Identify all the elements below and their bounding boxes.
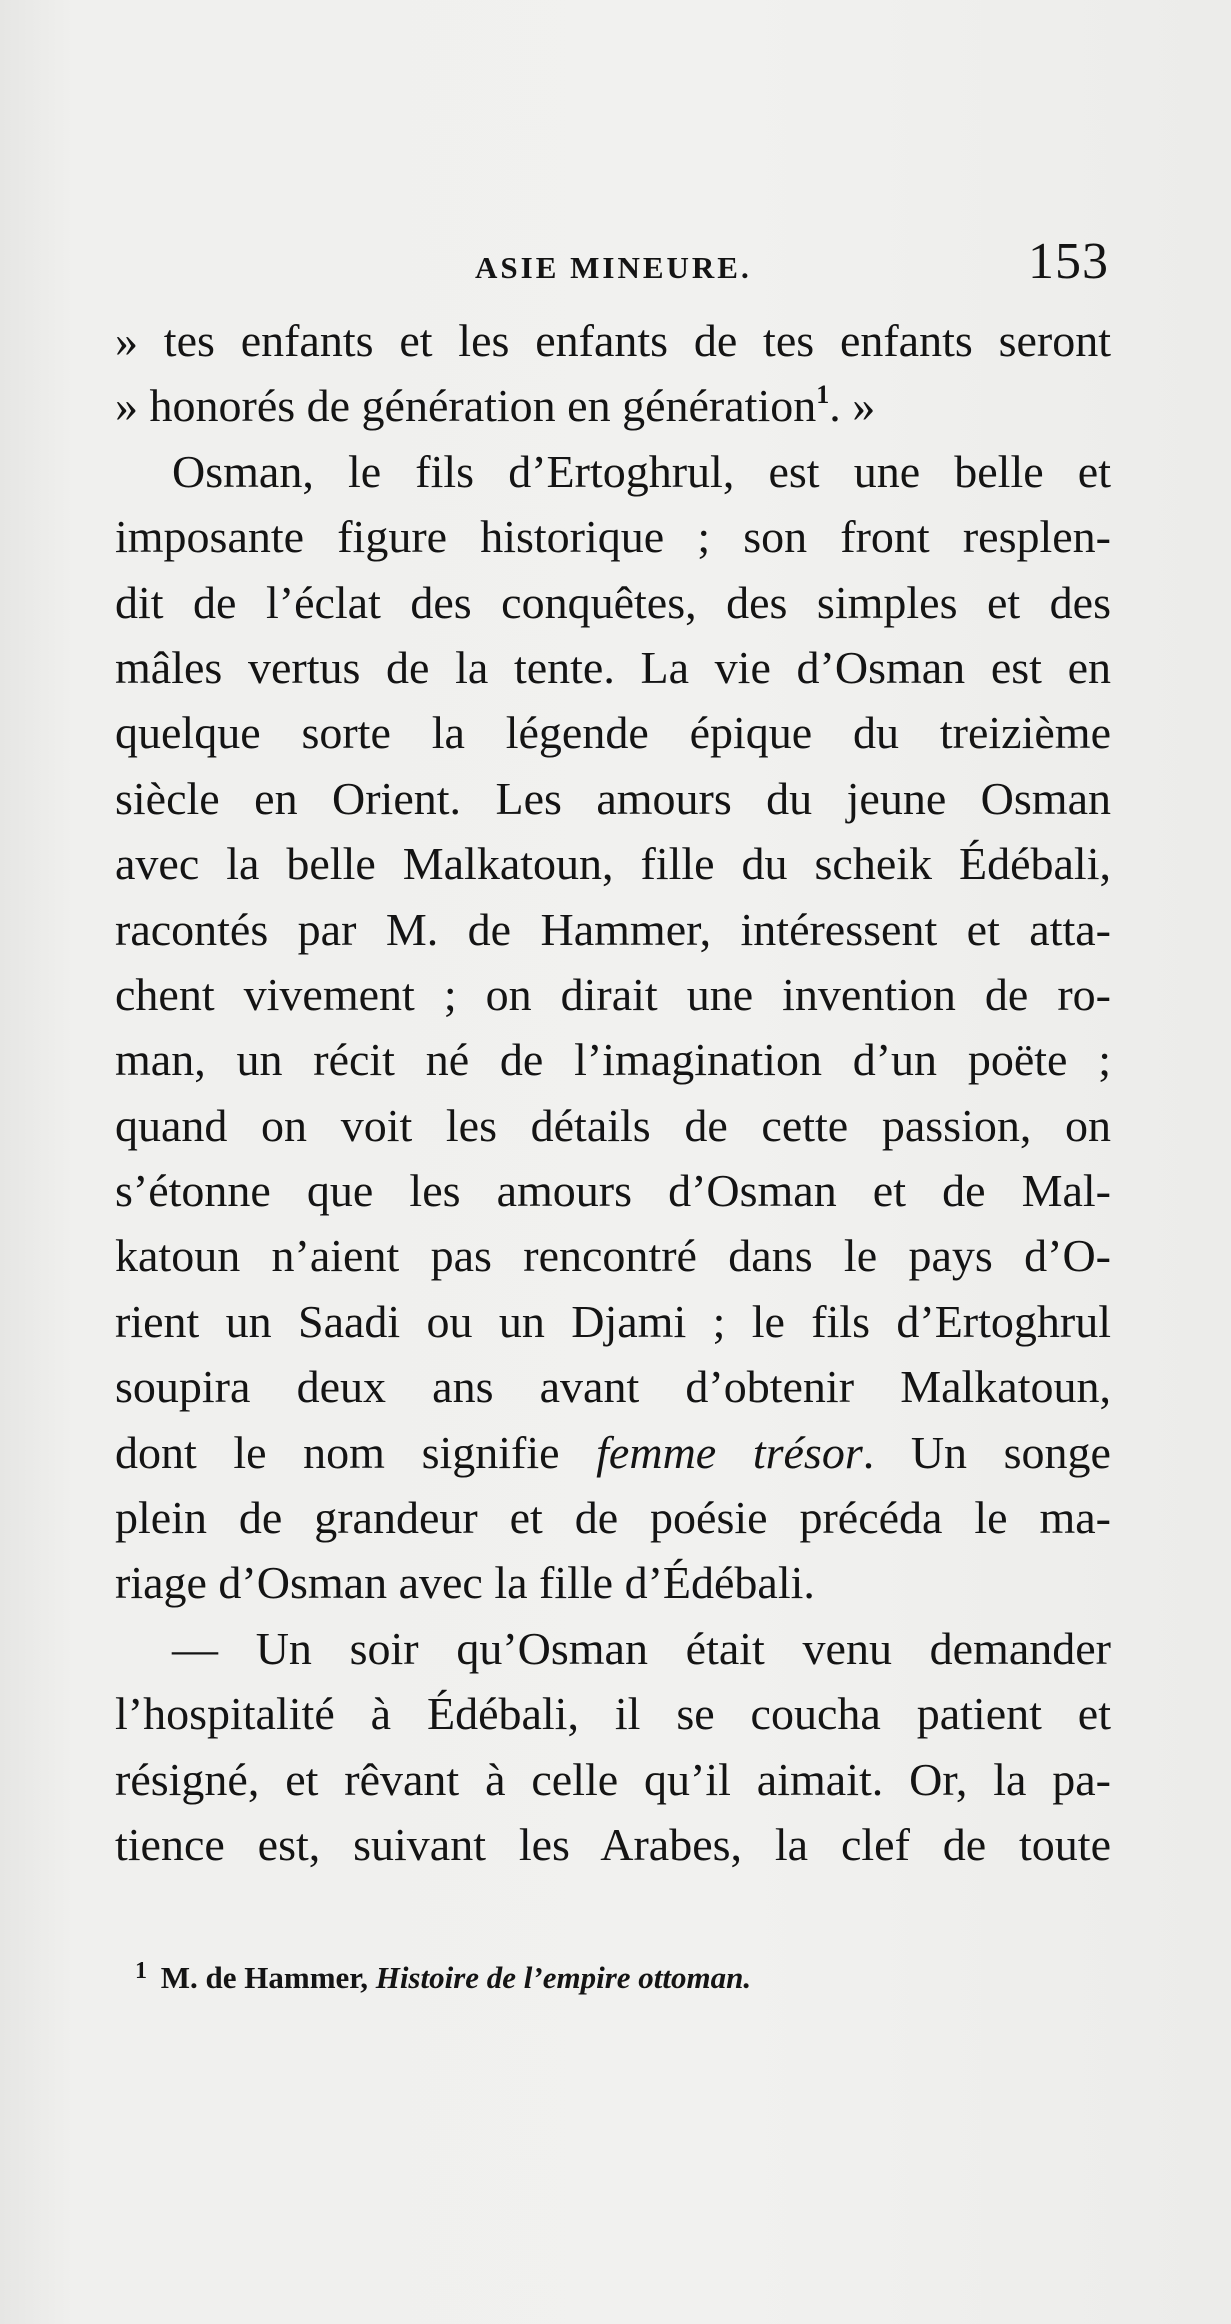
text-line (115, 1812, 1111, 1877)
footnote (135, 1958, 751, 1996)
text-line (115, 1027, 1111, 1092)
text-run: Osman, le fils d’Ertoghrul, est une belle et (172, 445, 1111, 497)
text-line (115, 1158, 1111, 1223)
text-line (115, 1354, 1111, 1419)
page-number: 153 (1028, 233, 1109, 290)
text-run: . » (829, 380, 876, 432)
text-run: racontés par M. de Hammer, intéressent et atta- (115, 903, 1111, 955)
text-run: avec la belle Malkatoun, fille du scheik Édébali, (115, 838, 1111, 890)
text-run: plein de grandeur et de poésie précéda le ma- (115, 1492, 1111, 1544)
text-run: mâles vertus de la tente. La vie d’Osman est en (115, 641, 1111, 693)
text-run: quelque sorte la légende épique du treizième (115, 707, 1111, 759)
text-run: soupira deux ans avant d’obtenir Malkatoun, (115, 1361, 1111, 1413)
footnote-author: M. de Hammer, (160, 1960, 368, 1995)
text-line (115, 635, 1111, 700)
text-run: katoun n’aient pas rencontré dans le pays d’O- (115, 1230, 1111, 1282)
text-run: résigné, et rêvant à celle qu’il aimait. Or, la pa- (115, 1753, 1111, 1805)
text-run: siècle en Orient. Les amours du jeune Osman (115, 772, 1111, 824)
text-run: » honorés de génération en génération (115, 380, 817, 432)
text-line (115, 439, 1111, 504)
text-line (115, 504, 1111, 569)
text-line (115, 700, 1111, 765)
footnote-title: Histoire de l’empire ottoman. (375, 1960, 752, 1995)
text-line (115, 766, 1111, 831)
text-line (115, 1223, 1111, 1288)
footnote-mark: 1 (135, 1958, 147, 1984)
text-run: l’hospitalité à Édébali, il se coucha patient et (115, 1688, 1111, 1740)
text-run: chent vivement ; on dirait une invention de ro- (115, 968, 1111, 1020)
footnote-ref: 1 (816, 380, 830, 410)
body-text (115, 308, 1111, 1877)
text-run: tience est, suivant les Arabes, la clef de toute (115, 1818, 1111, 1870)
text-run: dont le nom signifie (115, 1426, 597, 1478)
text-line (115, 831, 1111, 896)
running-title: ASIE MINEURE. (475, 250, 752, 285)
text-line (115, 1616, 1111, 1681)
text-line (115, 1093, 1111, 1158)
text-line (115, 1289, 1111, 1354)
text-run: s’étonne que les amours d’Osman et de Mal- (115, 1165, 1111, 1217)
text-line (115, 962, 1111, 1027)
text-line (115, 897, 1111, 962)
text-run: man, un récit né de l’imagination d’un poëte ; (115, 1034, 1111, 1086)
text-line (115, 1485, 1111, 1550)
text-line (115, 1550, 1111, 1615)
text-line (115, 308, 1111, 373)
text-line (115, 373, 1111, 438)
running-head (115, 233, 1111, 296)
text-run: quand on voit les détails de cette passion, on (115, 1099, 1111, 1151)
text-line (115, 1681, 1111, 1746)
text-run: — Un soir qu’Osman était venu demander (172, 1622, 1111, 1674)
text-run: rient un Saadi ou un Djami ; le fils d’Ertoghrul (115, 1295, 1111, 1347)
text-run: riage d’Osman avec la fille d’Édébali. (115, 1557, 815, 1609)
text-run: . Un songe (862, 1426, 1111, 1478)
text-line (115, 1420, 1111, 1485)
text-run: » tes enfants et les enfants de tes enfants seront (115, 315, 1111, 366)
text-run: imposante figure historique ; son front resplen- (115, 511, 1111, 563)
text-run: dit de l’éclat des conquêtes, des simples et des (115, 576, 1111, 628)
italic-phrase: femme trésor (596, 1426, 863, 1478)
text-line (115, 570, 1111, 635)
text-line (115, 1747, 1111, 1812)
